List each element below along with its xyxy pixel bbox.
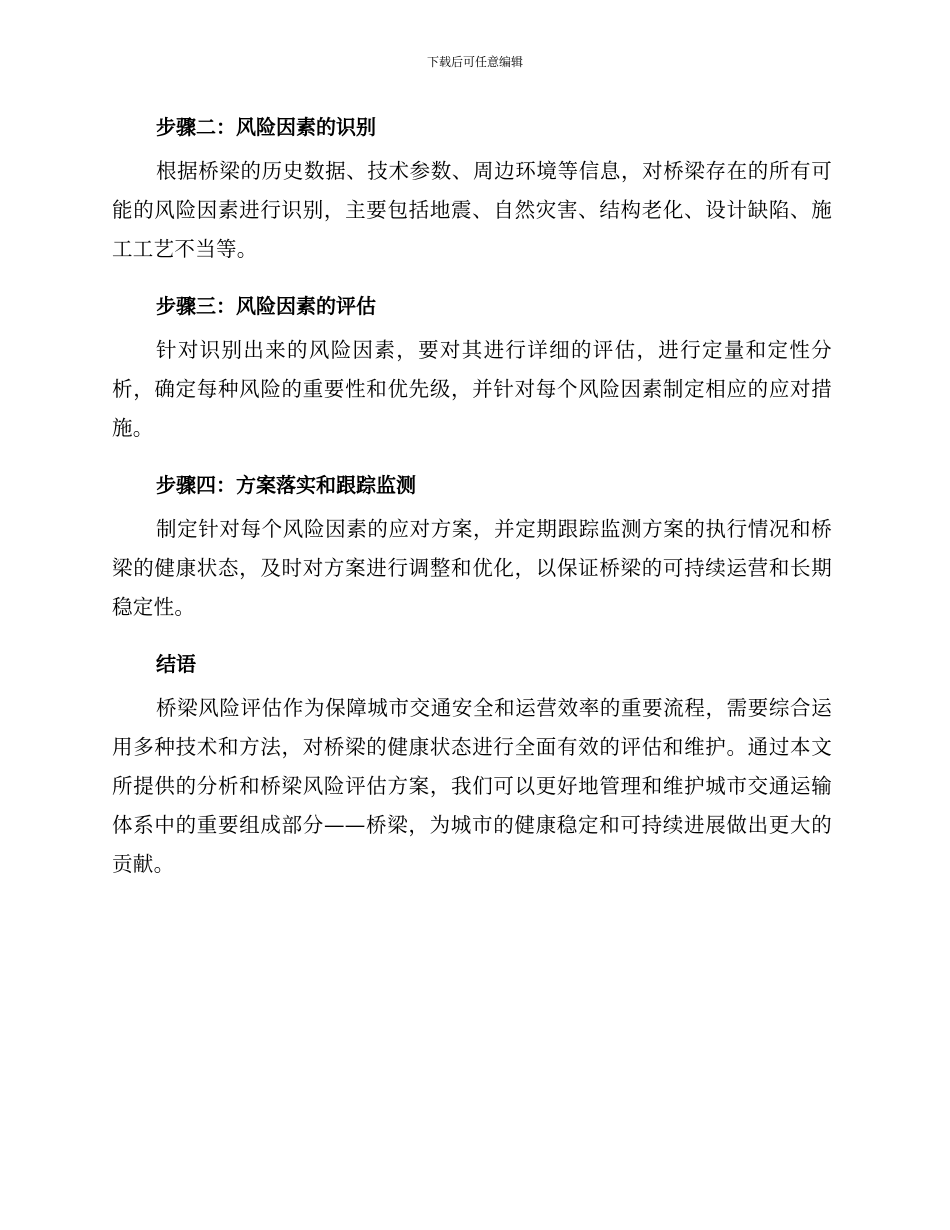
section-paragraph-conclusion: 桥梁风险评估作为保障城市交通安全和运营效率的重要流程，需要综合运用多种技术和方法，对桥梁的健康状态进行全面有效的评估和维护。通过本文所提供的分析和桥梁风险评估方案，我们可以更好地管理和维护城市交通运输体系中的重要组成部分——桥梁，为城市的健康稳定和可持续进展做出更大的贡献。 (112, 696, 832, 876)
section-heading-step-3: 步骤三：风险因素的评估 (156, 294, 376, 318)
section-heading-conclusion: 结语 (156, 652, 196, 676)
page-header: 下载后可任意编辑 (426, 55, 523, 69)
section-paragraph-step-4: 制定针对每个风险因素的应对方案，并定期跟踪监测方案的执行情况和桥梁的健康状态，及时对方案进行调整和优化，以保证桥梁的可持续运营和长期稳定性。 (112, 517, 832, 619)
section-heading-step-4: 步骤四：方案落实和跟踪监测 (156, 473, 416, 497)
section-heading-step-2: 步骤二：风险因素的识别 (156, 115, 376, 139)
section-paragraph-step-2: 根据桥梁的历史数据、技术参数、周边环境等信息，对桥梁存在的所有可能的风险因素进行识别，主要包括地震、自然灾害、结构老化、设计缺陷、施工工艺不当等。 (112, 159, 832, 261)
section-paragraph-step-3: 针对识别出来的风险因素，要对其进行详细的评估，进行定量和定性分析，确定每种风险的重要性和优先级，并针对每个风险因素制定相应的应对措施。 (112, 338, 832, 440)
document-body (112, 108, 832, 902)
